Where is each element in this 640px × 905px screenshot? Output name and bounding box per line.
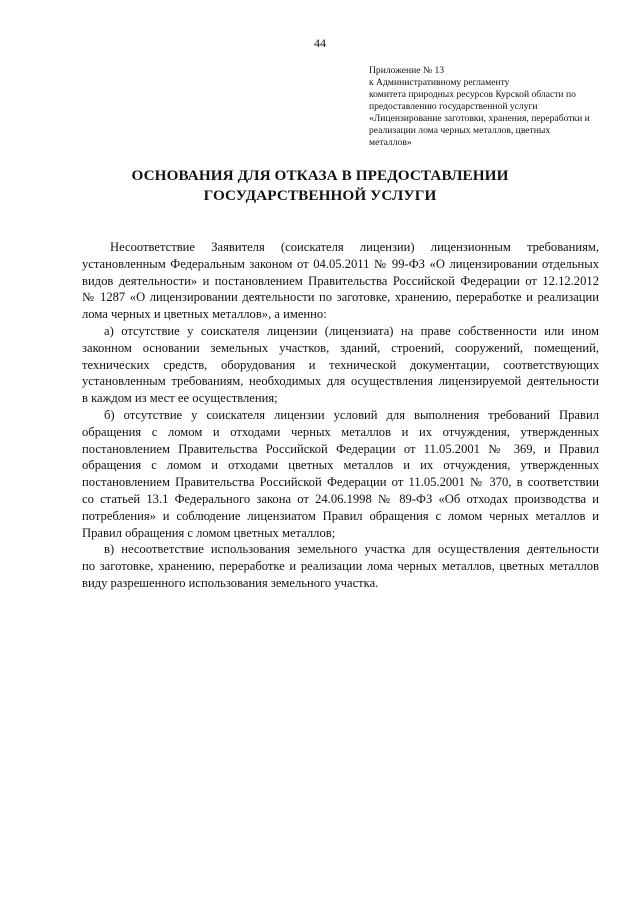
text-line: законном основании земельных участков, зданий, строений, сооружений, помещений, xyxy=(82,340,599,355)
text-line: технических средств, оборудования и технической документации, соответствующих xyxy=(82,357,599,372)
paragraph-a xyxy=(82,323,599,407)
paragraph-intro xyxy=(82,239,599,323)
paragraph-b xyxy=(82,407,599,541)
text-line: установленным требованиям, необходимых для осуществления лицензируемой деятельности xyxy=(82,374,599,389)
text-line: б) отсутствие у соискателя лицензии условий для выполнения требований Правил xyxy=(104,407,599,422)
document-body xyxy=(82,239,599,592)
page-number: 44 xyxy=(314,36,326,50)
text-line: виду разрешенного использования земельного участка. xyxy=(82,575,379,590)
text-line: обращения с ломом и отходами черных металлов и их отчуждения, утвержденных xyxy=(82,424,599,439)
appendix-line: реализации лома черных металлов, цветных xyxy=(369,125,551,136)
appendix-note xyxy=(369,65,614,149)
text-line: потребления» и соблюдение лицензиатом Правил обращения с ломом черных металлов и xyxy=(82,508,599,523)
paragraph-c xyxy=(82,541,599,591)
text-line: со статьей 13.1 Федерального закона от 24.06.1998 № 89-ФЗ «Об отходах производства и xyxy=(82,491,599,506)
text-line: Правил обращения с ломом цветных металлов; xyxy=(82,525,336,540)
appendix-line: предоставлению государственной услуги xyxy=(369,101,538,112)
text-line: лома черных и цветных металлов», а именно: xyxy=(82,307,327,322)
appendix-line: «Лицензирование заготовки, хранения, переработки и xyxy=(369,113,590,124)
text-line: обращения с ломом и отходами цветных металлов и их отчуждения, утвержденных xyxy=(82,458,599,473)
text-line: видов деятельности» и постановлением Правительства Российской Федерации от 12.12.2012 xyxy=(82,273,599,288)
appendix-line: к Административному регламенту xyxy=(369,77,510,88)
appendix-line: комитета природных ресурсов Курской области по xyxy=(369,89,576,100)
text-line: в каждом из мест ее осуществления; xyxy=(82,391,278,406)
text-line: в) несоответствие использования земельного участка для осуществления деятельности xyxy=(104,542,599,557)
text-line: Несоответствие Заявителя (соискателя лицензии) лицензионным требованиям, xyxy=(110,240,599,254)
text-line: а) отсутствие у соискателя лицензии (лицензиата) на праве собственности или ином xyxy=(104,323,599,338)
text-line: установленным Федеральным законом от 04.05.2011 № 99-ФЗ «О лицензировании отдельных xyxy=(82,256,599,271)
appendix-line: Приложение № 13 xyxy=(369,65,445,76)
title-line: ОСНОВАНИЯ ДЛЯ ОТКАЗА В ПРЕДОСТАВЛЕНИИ xyxy=(131,167,509,184)
text-line: постановлением Правительства Российской Федерации от 11.05.2001 № 370, в соответствии xyxy=(82,475,599,490)
text-line: по заготовке, хранению, переработке и реализации лома черных металлов, цветных металлов xyxy=(82,559,599,574)
document-title xyxy=(0,166,640,206)
text-line: постановлением Правительства Российской Федерации от 11.05.2001 № 369, и Правил xyxy=(82,441,599,456)
appendix-line: металлов» xyxy=(369,137,412,148)
title-line: ГОСУДАРСТВЕННОЙ УСЛУГИ xyxy=(203,187,437,204)
text-line: № 1287 «О лицензировании деятельности по заготовке, хранению, переработке и реализации xyxy=(82,290,599,305)
